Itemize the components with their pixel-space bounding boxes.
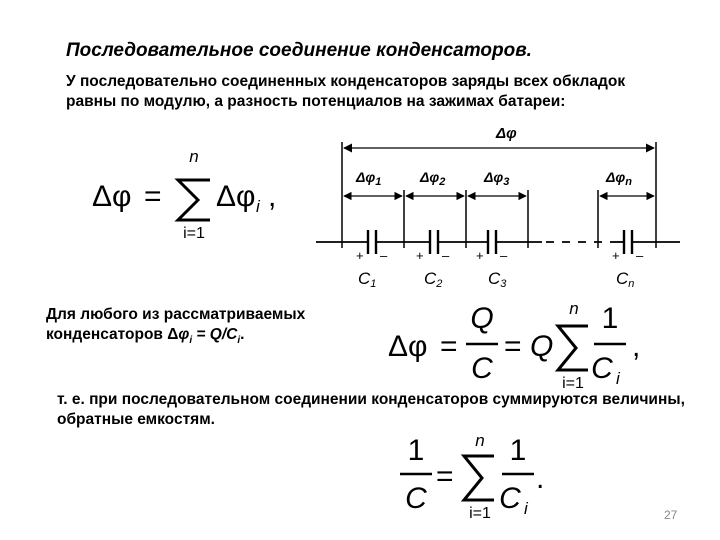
f1-sum-bottom: i=1: [183, 225, 205, 242]
f2-lhs: Δφ: [388, 330, 428, 363]
capacitor-label-1: C1: [358, 269, 377, 290]
f2-q: Q: [530, 330, 554, 363]
segment-label-1: $\Delta\varphi_1$: [356, 169, 382, 188]
f3-den: C: [405, 482, 427, 515]
svg-text:+: +: [356, 248, 364, 263]
f2-num: Q: [470, 302, 494, 335]
f3-ci: C: [499, 482, 521, 515]
f1-sum-top: n: [189, 147, 199, 166]
f1-tail: ,: [268, 180, 277, 213]
capacitor-label-3: C3: [488, 269, 507, 290]
capacitor-label-n: Cn: [616, 269, 635, 290]
f2-den: C: [471, 352, 493, 385]
svg-text:–: –: [636, 248, 644, 263]
svg-text:+: +: [612, 248, 620, 263]
f3-eq: =: [436, 460, 454, 493]
intro-text: У последовательно соединенных конденсаторов заряды всех обкладок равны по модулю, а разность потенциалов на зажимах батареи:: [66, 73, 626, 110]
segment-label-n: $\Delta\varphi_n$: [606, 169, 632, 188]
f2-sub: i: [616, 369, 620, 388]
f3-sub: i: [524, 499, 528, 518]
f2-eq1: =: [440, 330, 458, 363]
f2-eq2: =: [504, 330, 522, 363]
note-any-capacitor: Для любого из рассматриваемых конденсаторов $\Delta\varphi_i = Q/C_i$.: [46, 306, 306, 347]
formula-reciprocal-capacitance: [394, 426, 564, 526]
f1-lhs: Δφ: [92, 180, 132, 213]
formula-potential-charge: [384, 292, 654, 392]
page-number: 27: [664, 508, 678, 522]
svg-text:–: –: [500, 248, 508, 263]
f2-tail: ,: [632, 330, 641, 363]
f1-term: Δφ: [216, 180, 256, 213]
slide-title: Последовательное соединение конденсаторов.: [66, 40, 532, 61]
svg-text:–: –: [380, 248, 388, 263]
segment-label-3: $\Delta\varphi_3$: [484, 169, 510, 188]
f3-sum-bottom: i=1: [469, 505, 491, 522]
svg-text:–: –: [442, 248, 450, 263]
f2-ci: C: [591, 352, 613, 385]
f2-sum-top: n: [569, 299, 579, 318]
formula-sum-potentials: [88, 140, 288, 245]
f2-sum-bottom: i=1: [562, 375, 584, 392]
f3-sum-top: n: [475, 431, 485, 450]
note-reciprocal-sum: т. е. при последовательном соединении конденсаторов суммируются величины, обратные емкостям.: [57, 391, 685, 428]
f1-sigma-icon: [178, 180, 210, 220]
f3-one2: 1: [509, 434, 527, 467]
f1-eq: =: [144, 180, 162, 213]
f3-tail: .: [536, 462, 545, 495]
f2-one: 1: [601, 302, 619, 335]
segment-label-2: $\Delta\varphi_2$: [420, 169, 446, 188]
f3-sigma-icon: [464, 456, 494, 500]
f3-one: 1: [407, 434, 425, 467]
capacitor-label-2: C2: [424, 269, 443, 290]
total-potential-label: Δφ: [496, 125, 517, 142]
series-capacitor-circuit: [310, 118, 720, 296]
f2-sigma-icon: [558, 326, 588, 370]
svg-text:+: +: [476, 248, 484, 263]
f1-sub: i: [256, 197, 260, 216]
svg-text:+: +: [416, 248, 424, 263]
